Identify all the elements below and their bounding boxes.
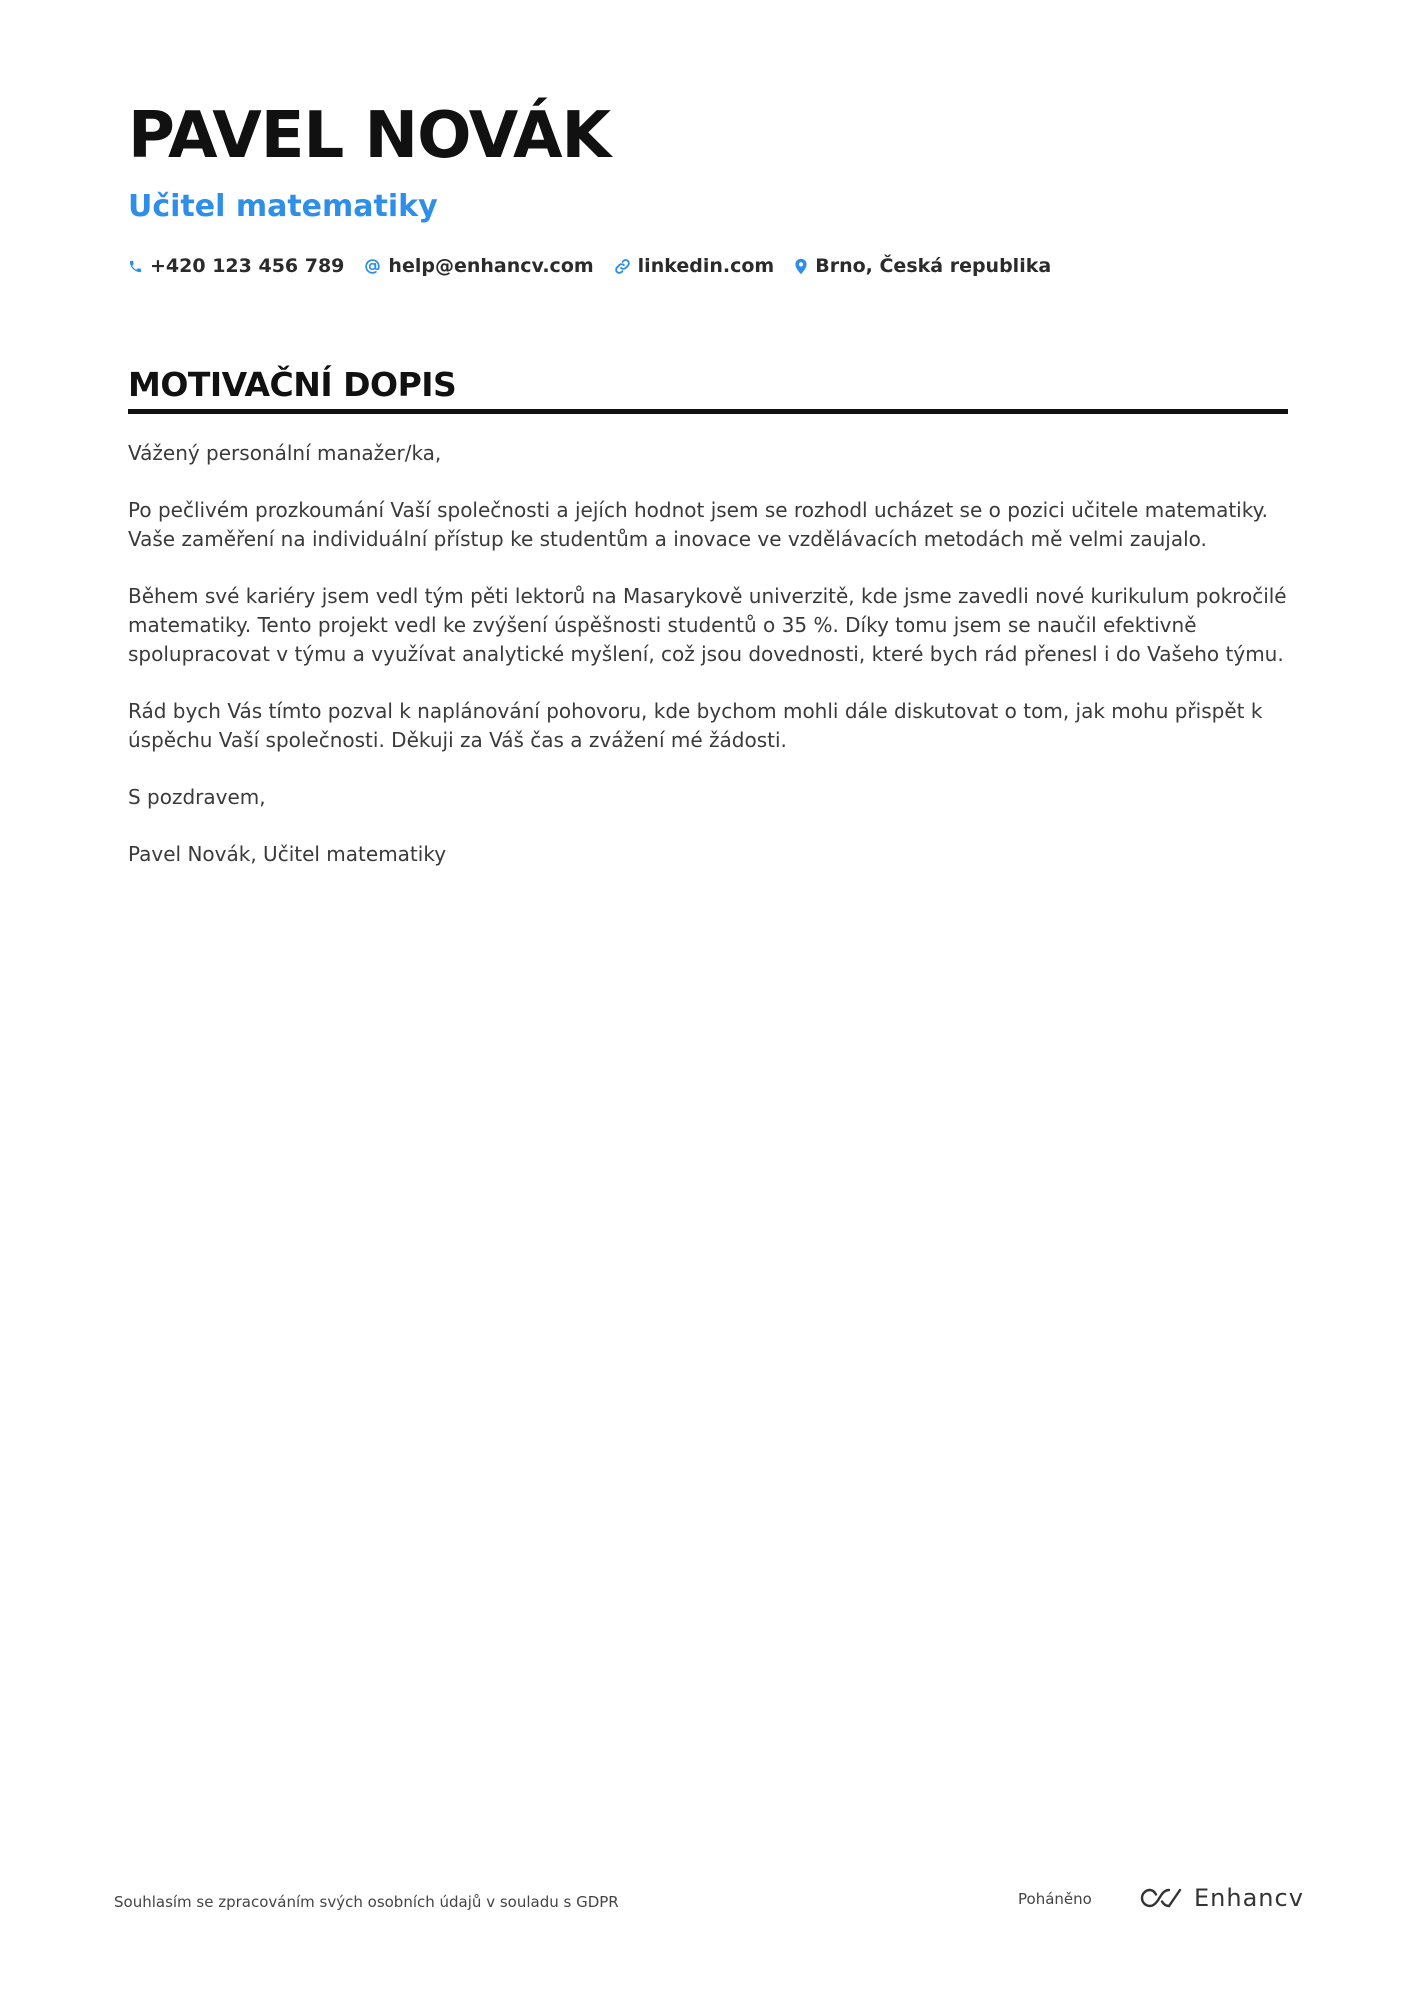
link-icon bbox=[614, 258, 631, 275]
candidate-name: PAVEL NOVÁK bbox=[128, 99, 611, 173]
enhancv-mark-icon bbox=[1138, 1886, 1184, 1910]
contact-linkedin[interactable] bbox=[614, 255, 775, 277]
location-pin-icon bbox=[794, 258, 808, 275]
contact-location bbox=[794, 255, 1051, 277]
letter-signature: Pavel Novák, Učitel matematiky bbox=[128, 842, 447, 866]
section-heading: MOTIVAČNÍ DOPIS bbox=[128, 365, 457, 404]
enhancv-logo[interactable] bbox=[1138, 1884, 1304, 1912]
gdpr-consent-note: Souhlasím se zpracováním svých osobních údajů v souladu s GDPR bbox=[114, 1893, 619, 1911]
phone-icon bbox=[128, 259, 143, 274]
job-title: Učitel matematiky bbox=[128, 189, 438, 224]
contact-phone[interactable] bbox=[128, 255, 344, 277]
contact-phone-text: +420 123 456 789 bbox=[150, 255, 345, 277]
contact-email[interactable] bbox=[364, 255, 593, 277]
letter-paragraph: Rád bych Vás tímto pozval k naplánování pohovoru, kde bychom mohli dále diskutovat o tom, jak mohu přispět k úspěchu Vaší společnosti. Děkuji za Váš čas a zvážení mé žádosti. bbox=[128, 699, 1263, 752]
letter-body bbox=[128, 439, 1288, 897]
powered-by-label: Poháněno bbox=[1018, 1890, 1092, 1908]
letter-paragraph: Během své kariéry jsem vedl tým pěti lektorů na Masarykově univerzitě, kde jsme zavedli nové kurikulum pokročilé matematiky. Tento projekt vedl ke zvýšení úspěšnosti studentů o 35 %. Díky tomu jsem se naučil efektivně spolupracovat v týmu a využívat analytické myšlení, což jsou dovednosti, které bych rád přenesl i do Vašeho týmu. bbox=[128, 584, 1287, 666]
contact-location-text: Brno, Česká republika bbox=[815, 255, 1052, 277]
letter-paragraph: Po pečlivém prozkoumání Vaší společnosti a jejích hodnot jsem se rozhodl ucházet se o pozici učitele matematiky. Vaše zaměření na individuální přístup ke studentům a inovace ve vzdělávacích metodách mě velmi zaujalo. bbox=[128, 498, 1268, 551]
at-icon bbox=[364, 258, 381, 275]
section-divider bbox=[128, 409, 1288, 414]
letter-greeting: Vážený personální manažer/ka, bbox=[128, 441, 442, 465]
contact-bar bbox=[128, 255, 1071, 277]
contact-linkedin-text: linkedin.com bbox=[637, 255, 775, 277]
contact-email-text: help@enhancv.com bbox=[388, 255, 594, 277]
letter-closing: S pozdravem, bbox=[128, 785, 266, 809]
enhancv-brand-text: Enhancv bbox=[1194, 1884, 1304, 1912]
